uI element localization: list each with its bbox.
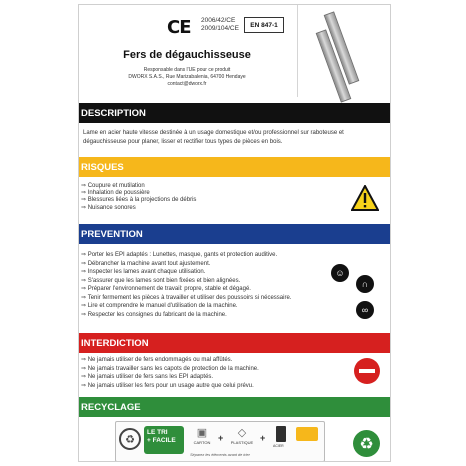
bin-icon [276,426,286,442]
section-risques-header: RISQUES [79,157,390,177]
tri-badge [144,426,184,454]
list-item: ⇒ Ne jamais utiliser les fers pour un usage autre que celui prévu. [81,382,259,391]
list-item: ⇒ Nuisance sonores [81,205,196,212]
list-item: ⇒ Porter les EPI adaptés : Lunettes, masque, gants et protection auditive. [81,251,291,260]
responsible-line: Responsable dans l'UE pour ce produit [143,67,231,73]
list-item: ⇒ Blessures liées à la projections de débris [81,197,196,204]
list-item: ⇒ Ne jamais utiliser de fers endommagés ou mal affûtés. [81,356,259,365]
recycle-icon: ♻ [353,430,380,457]
tri-badge-line: LE TRI [147,429,168,436]
risques-list [81,183,196,212]
bin-label: ACIER [273,444,284,448]
list-item: ⇒ Débrancher la machine avant tout ajustement. [81,260,291,269]
tri-item-carton [188,426,216,450]
triman-panel [115,421,325,461]
interdiction-list [81,356,259,390]
list-item: ⇒ Inhalation de poussière [81,190,196,197]
tri-item-label: CARTON [193,440,211,445]
product-image [297,5,390,97]
directives [201,17,239,33]
product-sheet [79,5,390,461]
bag-icon: ◇ [237,427,247,439]
plus-icon: + [218,433,224,443]
section-prevention-header: PREVENTION [79,224,390,244]
responsible-email: contact@dworx.fr [167,81,207,87]
list-item: ⇒ Inspecter les lames avant chaque utilisation. [81,268,291,277]
product-title: Fers de dégauchisseuse [123,49,251,61]
plus-icon: + [260,433,266,443]
section-interdiction-header: INTERDICTION [79,333,390,353]
directive: 2009/104/CE [201,25,239,32]
tri-footer: Séparez les éléments avant de trier [190,453,250,457]
goggles-icon: ∞ [356,301,374,319]
directive: 2006/42/CE [201,17,236,24]
list-item: ⇒ Coupure et mutilation [81,183,196,190]
no-entry-icon [354,358,380,384]
section-recyclage-header: RECYCLAGE [79,397,390,417]
tri-item-label: PLASTIQUE [230,440,254,445]
list-item: ⇒ Lire et comprendre le manuel d'utilisation de la machine. [81,302,291,311]
list-item: ⇒ Respecter les consignes du fabricant de la machine. [81,311,291,320]
tri-badge-line: + FACILE [147,436,176,444]
list-item: ⇒ Ne jamais travailler sans les capots de protection de la machine. [81,365,259,374]
ear-protection-icon: ∩ [356,275,374,293]
standard-badge: EN 847-1 [244,17,284,33]
mask-icon: ☺ [331,264,349,282]
ce-mark: CE [167,17,191,38]
box-icon: ▣ [196,427,208,439]
warning-triangle-icon [351,185,379,211]
triman-icon: ♻ [119,428,141,450]
list-item: ⇒ S'assurer que les lames sont bien fixées et bien alignées. [81,277,291,286]
list-item: ⇒ Préparer l'environnement de travail: propre, stable et dégagé. [81,285,291,294]
description-text: Lame en acier haute vitesse destinée à un usage domestique et/ou professionnel sur raboteuse et dégauchisseuse pour planer, lisser et rectifier tous types de pièces en bois. [83,130,344,145]
recycling-bin-icon [296,427,318,441]
list-item: ⇒ Ne jamais utiliser de fers sans les EPI adaptés. [81,373,259,382]
list-item: ⇒ Tenir fermement les pièces à travailler et utiliser des poussoirs si nécessaire. [81,294,291,303]
prevention-list [81,251,291,319]
section-description-header: DESCRIPTION [79,103,390,123]
tri-item-plastique [228,426,256,450]
sheet-header [79,5,390,97]
responsible-info [79,67,295,88]
responsible-line: DWORX S.A.S., Rue Marizabalenia, 64700 Hendaye [128,74,246,80]
